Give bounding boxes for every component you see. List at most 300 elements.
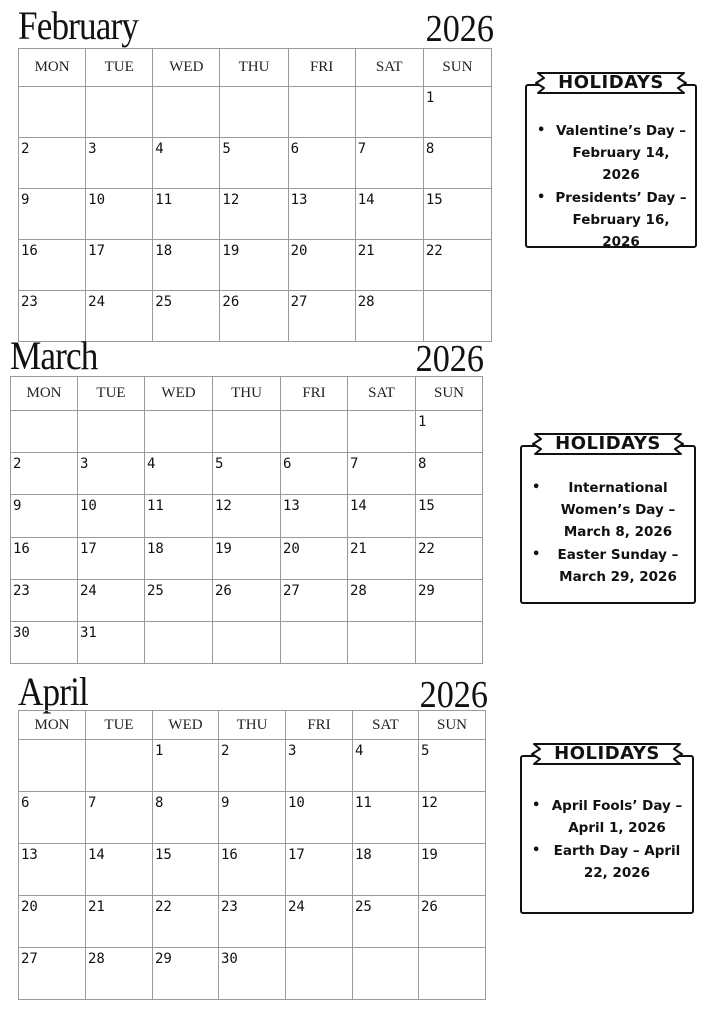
bullet-icon: • xyxy=(532,480,541,495)
weekday-header-row xyxy=(19,711,486,740)
day-number: 10 xyxy=(288,795,305,811)
day-number: 29 xyxy=(155,951,172,967)
holiday-text: Earth Day – April 22, 2026 xyxy=(553,843,681,881)
day-cell xyxy=(86,189,153,240)
holiday-text: Valentine’s Day – February 14, 2026 xyxy=(555,123,687,183)
day-number: 26 xyxy=(215,582,232,599)
day-cell xyxy=(19,844,86,896)
day-number xyxy=(86,740,152,743)
march-year: 2026 xyxy=(415,338,484,380)
day-cell xyxy=(153,189,220,240)
day-number: 3 xyxy=(88,141,97,157)
day-number: 21 xyxy=(88,899,105,915)
day-cell xyxy=(86,240,153,291)
empty-cell xyxy=(86,87,153,138)
day-number: 2 xyxy=(21,141,30,157)
day-number: 19 xyxy=(215,540,232,557)
day-cell xyxy=(11,621,78,663)
day-number: 13 xyxy=(283,498,300,515)
day-number xyxy=(419,948,485,951)
day-number: 25 xyxy=(355,899,372,915)
empty-cell xyxy=(286,948,353,1000)
holidays-list xyxy=(527,120,695,254)
empty-cell xyxy=(288,87,355,138)
day-number: 9 xyxy=(13,498,22,515)
holiday-item xyxy=(527,187,695,253)
empty-cell xyxy=(213,621,281,663)
day-number: 15 xyxy=(418,498,435,515)
day-number: 28 xyxy=(357,294,375,310)
day-number: 26 xyxy=(421,899,438,915)
day-cell xyxy=(355,189,423,240)
holiday-text: International Women’s Day – March 8, 2026 xyxy=(560,480,676,540)
day-cell xyxy=(423,87,491,138)
day-cell xyxy=(78,495,145,537)
day-cell xyxy=(19,138,86,189)
day-cell xyxy=(419,740,486,792)
bullet-icon: • xyxy=(532,547,541,562)
day-number: 10 xyxy=(88,192,105,208)
day-cell xyxy=(153,740,219,792)
day-cell xyxy=(220,138,288,189)
day-number xyxy=(281,411,347,414)
day-number: 25 xyxy=(155,294,173,310)
day-cell xyxy=(19,189,86,240)
day-number: 21 xyxy=(350,540,367,557)
holidays-banner xyxy=(532,70,690,96)
april-holidays-box xyxy=(520,743,694,914)
day-cell xyxy=(355,291,423,342)
holiday-text: Easter Sunday – March 29, 2026 xyxy=(557,547,679,585)
day-number: 8 xyxy=(418,456,427,473)
day-cell xyxy=(153,896,219,948)
day-number xyxy=(145,622,212,625)
february-year: 2026 xyxy=(425,8,494,50)
day-number: 23 xyxy=(21,294,38,310)
weekday-sun: SUN xyxy=(416,377,483,411)
week-row xyxy=(19,948,486,1000)
day-number: 18 xyxy=(355,847,372,863)
day-number: 11 xyxy=(355,795,372,811)
day-number: 6 xyxy=(283,456,292,473)
weekday-thu: THU xyxy=(220,49,288,87)
empty-cell xyxy=(78,411,145,453)
week-row xyxy=(11,621,483,663)
day-cell xyxy=(288,189,355,240)
day-cell xyxy=(416,453,483,495)
day-number: 3 xyxy=(288,743,297,759)
day-cell xyxy=(153,240,220,291)
day-number xyxy=(220,87,287,90)
day-cell xyxy=(419,896,486,948)
holiday-item xyxy=(522,477,694,543)
weekday-wed: WED xyxy=(153,49,220,87)
day-number: 12 xyxy=(222,192,240,208)
day-cell xyxy=(145,453,213,495)
day-number: 18 xyxy=(155,243,173,259)
weekday-fri: FRI xyxy=(286,711,353,740)
bullet-icon: • xyxy=(532,798,541,813)
day-number: 13 xyxy=(21,847,38,863)
weekday-mon: MON xyxy=(19,49,86,87)
day-cell xyxy=(213,579,281,621)
day-cell xyxy=(281,453,348,495)
weekday-tue: TUE xyxy=(78,377,145,411)
april-year: 2026 xyxy=(419,674,488,716)
day-cell xyxy=(281,495,348,537)
day-number: 18 xyxy=(147,540,164,557)
day-cell xyxy=(288,240,355,291)
weekday-fri: FRI xyxy=(288,49,355,87)
day-cell xyxy=(355,138,423,189)
day-number xyxy=(19,740,85,743)
empty-cell xyxy=(416,621,483,663)
day-number xyxy=(424,291,491,294)
day-number: 9 xyxy=(21,192,30,208)
empty-cell xyxy=(281,411,348,453)
day-number: 20 xyxy=(283,540,300,557)
day-cell xyxy=(219,896,286,948)
day-cell xyxy=(86,844,153,896)
day-number: 23 xyxy=(13,582,30,599)
day-cell xyxy=(220,240,288,291)
day-cell xyxy=(286,740,353,792)
day-cell xyxy=(419,844,486,896)
day-cell xyxy=(353,740,419,792)
day-number: 31 xyxy=(80,624,97,641)
day-number: 5 xyxy=(215,456,224,473)
day-cell xyxy=(353,844,419,896)
weekday-mon: MON xyxy=(11,377,78,411)
holidays-banner xyxy=(529,431,687,457)
empty-cell xyxy=(423,291,491,342)
day-number: 19 xyxy=(222,243,240,259)
holiday-item xyxy=(522,795,692,839)
weekday-wed: WED xyxy=(145,377,213,411)
day-number: 26 xyxy=(222,294,240,310)
day-cell xyxy=(281,537,348,579)
day-number: 11 xyxy=(155,192,173,208)
day-cell xyxy=(213,537,281,579)
march-calendar xyxy=(10,333,484,665)
day-cell xyxy=(416,537,483,579)
holidays-title: HOLIDAYS xyxy=(558,72,664,93)
day-number: 12 xyxy=(421,795,438,811)
day-cell xyxy=(213,495,281,537)
day-number: 12 xyxy=(215,498,232,515)
week-row xyxy=(19,844,486,896)
day-number: 2 xyxy=(221,743,230,759)
day-number: 4 xyxy=(355,743,364,759)
day-cell xyxy=(348,537,416,579)
week-row xyxy=(19,896,486,948)
day-cell xyxy=(153,792,219,844)
day-cell xyxy=(219,948,286,1000)
day-cell xyxy=(348,579,416,621)
day-cell xyxy=(153,948,219,1000)
holiday-item xyxy=(522,840,692,884)
week-row xyxy=(11,453,483,495)
day-number: 6 xyxy=(290,141,299,157)
holidays-title: HOLIDAYS xyxy=(555,433,661,454)
week-row xyxy=(19,240,492,291)
empty-cell xyxy=(348,411,416,453)
day-number xyxy=(78,411,144,414)
day-number: 14 xyxy=(357,192,375,208)
day-number: 7 xyxy=(88,795,97,811)
day-cell xyxy=(286,896,353,948)
day-number: 27 xyxy=(21,951,38,967)
day-cell xyxy=(219,740,286,792)
weekday-sat: SAT xyxy=(348,377,416,411)
day-cell xyxy=(416,579,483,621)
day-number: 1 xyxy=(418,414,427,430)
day-number: 22 xyxy=(425,243,443,259)
day-cell xyxy=(78,621,145,663)
day-number xyxy=(281,622,347,625)
day-cell xyxy=(419,792,486,844)
day-cell xyxy=(11,495,78,537)
day-number: 16 xyxy=(13,540,30,557)
day-number: 9 xyxy=(221,795,230,811)
day-number: 20 xyxy=(21,899,38,915)
day-number: 16 xyxy=(21,243,38,259)
day-cell xyxy=(78,453,145,495)
empty-cell xyxy=(355,87,423,138)
empty-cell xyxy=(153,87,220,138)
day-cell xyxy=(11,453,78,495)
week-row xyxy=(11,411,483,453)
day-cell xyxy=(86,792,153,844)
day-number xyxy=(213,622,280,625)
bullet-icon: • xyxy=(537,190,546,205)
april-calendar-grid xyxy=(18,710,486,1000)
holiday-text: April Fools’ Day – April 1, 2026 xyxy=(551,798,683,836)
weekday-wed: WED xyxy=(153,711,219,740)
holidays-list xyxy=(522,477,694,589)
weekday-header-row xyxy=(19,49,492,87)
week-row xyxy=(19,792,486,844)
day-number: 25 xyxy=(147,582,164,599)
empty-cell xyxy=(19,740,86,792)
day-number: 20 xyxy=(290,243,308,259)
day-cell xyxy=(281,579,348,621)
day-number: 24 xyxy=(88,294,105,310)
empty-cell xyxy=(348,621,416,663)
day-cell xyxy=(219,844,286,896)
day-number: 21 xyxy=(357,243,375,259)
weekday-sat: SAT xyxy=(355,49,423,87)
february-calendar xyxy=(18,3,494,343)
day-number: 30 xyxy=(221,951,238,967)
day-number: 8 xyxy=(425,141,435,157)
day-number: 1 xyxy=(425,90,435,106)
weekday-header-row xyxy=(11,377,483,411)
february-month-title: February xyxy=(18,3,139,48)
march-month-title: March xyxy=(10,333,98,378)
day-number xyxy=(19,87,85,90)
day-number: 15 xyxy=(155,847,172,863)
day-cell xyxy=(153,291,220,342)
empty-cell xyxy=(86,740,153,792)
empty-cell xyxy=(220,87,288,138)
holidays-title: HOLIDAYS xyxy=(554,743,660,764)
day-cell xyxy=(86,896,153,948)
day-number xyxy=(145,411,212,414)
weekday-thu: THU xyxy=(213,377,281,411)
bullet-icon: • xyxy=(537,123,546,138)
day-number: 10 xyxy=(80,498,97,515)
day-number: 24 xyxy=(288,899,305,915)
day-number: 17 xyxy=(288,847,305,863)
weekday-tue: TUE xyxy=(86,49,153,87)
weekday-sun: SUN xyxy=(423,49,491,87)
day-cell xyxy=(286,792,353,844)
day-cell xyxy=(11,537,78,579)
day-cell xyxy=(353,896,419,948)
day-number: 30 xyxy=(13,624,30,641)
day-cell xyxy=(219,792,286,844)
day-number xyxy=(11,411,77,414)
day-cell xyxy=(355,240,423,291)
empty-cell xyxy=(11,411,78,453)
holidays-list xyxy=(522,795,692,885)
day-number xyxy=(416,622,482,625)
week-row xyxy=(19,740,486,792)
day-number: 15 xyxy=(425,192,443,208)
day-number xyxy=(289,87,355,90)
day-cell xyxy=(145,537,213,579)
day-cell xyxy=(416,495,483,537)
day-number: 28 xyxy=(350,582,367,599)
weekday-mon: MON xyxy=(19,711,86,740)
bullet-icon: • xyxy=(532,843,541,858)
day-number xyxy=(286,948,352,951)
empty-cell xyxy=(213,411,281,453)
day-number: 2 xyxy=(13,456,22,473)
february-holidays-box xyxy=(525,72,697,250)
day-cell xyxy=(423,138,491,189)
day-cell xyxy=(348,495,416,537)
day-cell xyxy=(19,792,86,844)
day-cell xyxy=(353,792,419,844)
day-number xyxy=(348,622,415,625)
day-number: 22 xyxy=(418,540,435,557)
day-number: 7 xyxy=(357,141,367,157)
day-number xyxy=(353,948,418,951)
day-cell xyxy=(423,240,491,291)
day-number: 4 xyxy=(155,141,164,157)
day-number: 11 xyxy=(147,498,164,515)
day-cell xyxy=(286,844,353,896)
day-number: 27 xyxy=(290,294,308,310)
day-number: 5 xyxy=(222,141,231,157)
empty-cell xyxy=(419,948,486,1000)
day-cell xyxy=(19,896,86,948)
day-cell xyxy=(86,138,153,189)
day-number: 14 xyxy=(88,847,105,863)
day-cell xyxy=(153,138,220,189)
day-number: 22 xyxy=(155,899,172,915)
day-cell xyxy=(213,453,281,495)
april-month-title: April xyxy=(18,669,88,714)
day-cell xyxy=(288,291,355,342)
day-number: 6 xyxy=(21,795,30,811)
day-number: 14 xyxy=(350,498,367,515)
week-row xyxy=(11,495,483,537)
day-cell xyxy=(78,537,145,579)
day-cell xyxy=(11,579,78,621)
holiday-item xyxy=(522,544,694,588)
day-number: 27 xyxy=(283,582,300,599)
day-cell xyxy=(153,844,219,896)
weekday-tue: TUE xyxy=(86,711,153,740)
day-cell xyxy=(220,291,288,342)
day-number xyxy=(348,411,415,414)
day-number: 5 xyxy=(421,743,430,759)
day-number xyxy=(86,87,152,90)
day-cell xyxy=(86,948,153,1000)
holiday-item xyxy=(527,120,695,186)
week-row xyxy=(19,87,492,138)
empty-cell xyxy=(353,948,419,1000)
day-cell xyxy=(220,189,288,240)
empty-cell xyxy=(145,411,213,453)
day-number: 3 xyxy=(80,456,89,473)
april-calendar xyxy=(18,669,488,1001)
holidays-banner xyxy=(528,741,686,767)
day-number: 29 xyxy=(418,582,435,599)
day-number: 19 xyxy=(421,847,438,863)
day-cell xyxy=(423,189,491,240)
day-number: 23 xyxy=(221,899,238,915)
day-number: 24 xyxy=(80,582,97,599)
holiday-text: Presidents’ Day – February 16, 2026 xyxy=(555,190,687,250)
march-calendar-grid xyxy=(10,376,483,664)
empty-cell xyxy=(145,621,213,663)
day-number xyxy=(356,87,423,90)
empty-cell xyxy=(19,87,86,138)
day-cell xyxy=(78,579,145,621)
day-number: 17 xyxy=(80,540,97,557)
day-cell xyxy=(416,411,483,453)
day-cell xyxy=(145,495,213,537)
weekday-fri: FRI xyxy=(281,377,348,411)
day-number: 16 xyxy=(221,847,238,863)
day-cell xyxy=(145,579,213,621)
day-number: 7 xyxy=(350,456,359,473)
week-row xyxy=(19,189,492,240)
day-cell xyxy=(19,948,86,1000)
weekday-sat: SAT xyxy=(353,711,419,740)
march-holidays-box xyxy=(520,433,696,604)
weekday-sun: SUN xyxy=(419,711,486,740)
week-row xyxy=(11,579,483,621)
empty-cell xyxy=(281,621,348,663)
week-row xyxy=(11,537,483,579)
day-number: 1 xyxy=(155,743,164,759)
day-number: 8 xyxy=(155,795,164,811)
weekday-thu: THU xyxy=(219,711,286,740)
day-number: 28 xyxy=(88,951,105,967)
day-number: 17 xyxy=(88,243,105,259)
day-number xyxy=(213,411,280,414)
day-cell xyxy=(19,240,86,291)
february-calendar-grid xyxy=(18,48,492,342)
day-number: 13 xyxy=(290,192,308,208)
day-number xyxy=(153,87,219,90)
day-number: 4 xyxy=(147,456,156,473)
